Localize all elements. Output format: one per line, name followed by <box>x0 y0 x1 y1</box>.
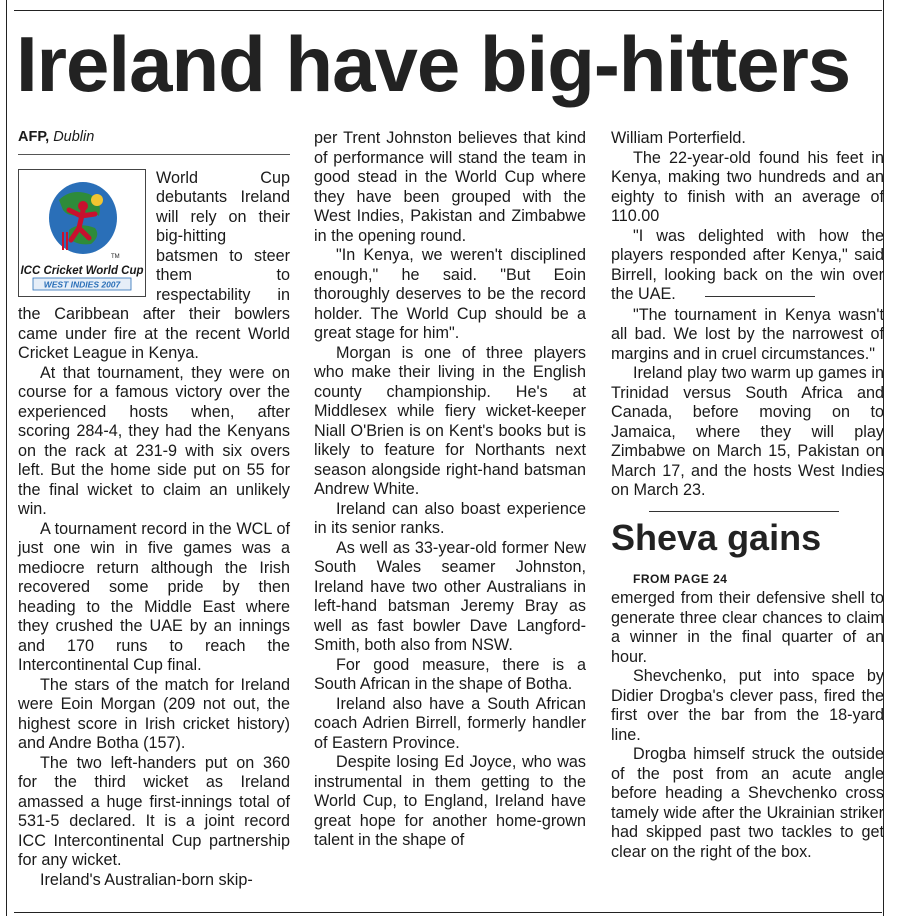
byline-agency: AFP, <box>18 129 50 145</box>
sidebar-para-2: Shevchenko, put into space by Didier Drogba's clever pass, fired the first over the bar from the 18-yard line. <box>611 667 884 744</box>
col1-para-3: A tournament record in the WCL of just one win in five games was a mediocre return although the Irish recovered some pride by then heading to the Middle East where they crushed the UAE by an innings and 170 runs to reach the Intercontinental Cup final. <box>18 519 290 674</box>
byline-divider <box>18 154 290 155</box>
col3-para-2: The 22-year-old found his feet in Kenya, making two hundreds and an eighty to finish with an average of 110.00 <box>611 148 884 225</box>
col2-para-7: Ireland also have a South African coach Adrien Birrell, formerly handler of Eastern Province. <box>314 694 586 752</box>
col3-para-4: "The tournament in Kenya wasn't all bad. We lost by the narrowest of margins and in cruel circumstances." <box>611 305 884 363</box>
col1-para-5: The two left-handers put on 360 for the third wicket as Ireland amassed a huge first-innings total of 531-5 declared. It is a joint record ICC Intercontinental Cup partnership for any wicket. <box>18 753 290 869</box>
headline: Ireland have big-hitters <box>16 20 851 108</box>
col3-para-5: Ireland play two warm up games in Trinidad versus South Africa and Canada, before moving on to Jamaica, where they will play Zimbabwe on March 15, Pakistan on March 17, and the hosts West Indies on March 23. <box>611 364 884 499</box>
column-3 <box>611 129 884 862</box>
world-cup-logo <box>18 169 146 297</box>
logo-tm: TM <box>111 253 120 260</box>
left-rule <box>6 0 7 916</box>
col2-para-2: "In Kenya, we weren't disciplined enough," he said. "But Eoin thoroughly deserves to be the record holder. The World Cup should be a great stage for him". <box>314 246 586 342</box>
logo-subtitle: WEST INDIES 2007 <box>43 279 121 289</box>
col2-para-8: Despite losing Ed Joyce, who was instrumental in them getting to the World Cup, to England, Ireland have great hope for another home-grown talent in the shape of <box>314 753 586 849</box>
column-1 <box>18 128 290 890</box>
sidebar-headline: Sheva gains <box>611 516 822 558</box>
bottom-rule <box>14 912 882 913</box>
col2-para-6: For good measure, there is a South African in the shape of Botha. <box>314 655 586 693</box>
col1-para-6: Ireland's Australian-born skip- <box>40 870 253 889</box>
col2-para-4: Ireland can also boast experience in its senior ranks. <box>314 499 586 537</box>
col3-para-3: "I was delighted with how the players responded after Kenya," said Birrell, looking back on the win over the UAE. <box>611 226 884 303</box>
col3-para-1: William Porterfield. <box>611 129 746 147</box>
col1-para-4: The stars of the match for Ireland were Eoin Morgan (209 not out, the highest score in Irish cricket history) and Andre Botha (157). <box>18 675 290 752</box>
logo-sun <box>91 194 103 206</box>
col1-para-1: World Cup debutants Ireland will rely on their big-hitting batsmen to steer them to respectability in the Caribbean after their bowlers came under fire at the recent World Cricket League in Kenya. <box>18 168 290 362</box>
col2-para-3: Morgan is one of three players who make their living in the English county championship. He's at Middlesex while fiery wicket-keeper Niall O'Brien is on Kent's books but is likely to feature for Northants next season alongside right-hand batsman Andrew White. <box>314 343 586 498</box>
sidebar-divider <box>649 511 839 512</box>
col2-para-5: As well as 33-year-old former New South Wales seamer Johnston, Ireland have two other Australians in left-hand batsman Jeremy Bray as well as fast bowler Dave Langford-Smith, both also from NSW. <box>314 538 586 654</box>
column-2 <box>314 129 586 851</box>
logo-title: ICC Cricket World Cup <box>20 264 144 277</box>
byline <box>18 128 290 148</box>
top-rule <box>14 10 882 11</box>
col2-para-1: per Trent Johnston believes that kind of performance will stand the team in good stead in the World Cup where they have been grouped with the West Indies, Pakistan and Zimbabwe in the opening round. <box>314 129 586 245</box>
byline-city: Dublin <box>53 129 95 145</box>
stray-rule <box>705 296 815 297</box>
sidebar-para-1: emerged from their defensive shell to generate three clear chances to claim a winner in the final quarter of an hour. <box>611 589 884 666</box>
sidebar-para-3: Drogba himself struck the outside of the post from an acute angle before heading a Shevchenko cross tamely wide after the Ukrainian striker had skipped past two tackles to get clear on the right of the box. <box>611 745 884 861</box>
cricket-world-cup-emblem <box>19 170 145 296</box>
continued-from-label: FROM PAGE 24 <box>633 571 728 586</box>
col1-para-2: At that tournament, they were on course for a famous victory over the experienced hosts when, after scoring 284-4, they had the Kenyans on the rack at 231-9 with six overs left. But the home side put on 55 for the final wicket to claim an unlikely win. <box>18 363 290 518</box>
